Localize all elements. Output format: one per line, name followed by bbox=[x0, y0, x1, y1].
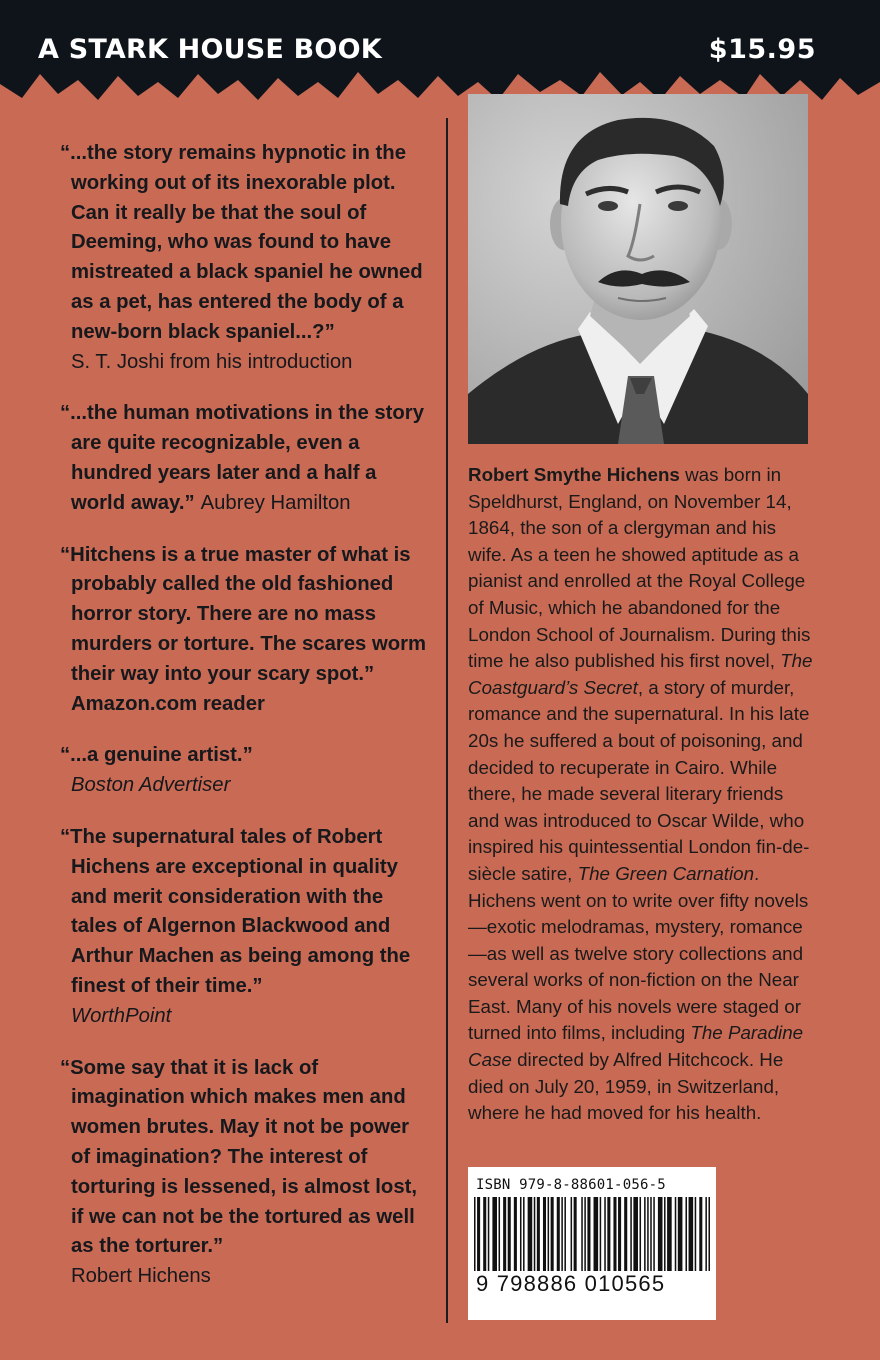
quote-source: S. T. Joshi from his introduction bbox=[71, 350, 353, 373]
barcode-bar bbox=[640, 1197, 642, 1271]
barcode-bar bbox=[695, 1197, 697, 1271]
barcode-bar bbox=[537, 1197, 540, 1271]
barcode-bar bbox=[548, 1197, 550, 1271]
barcode-bar bbox=[630, 1197, 632, 1271]
barcode-bar bbox=[551, 1197, 554, 1271]
quote-block bbox=[60, 399, 432, 518]
bio-text: , a story of murder, romance and the supernatural. In his late 20s he suffered a bout of poisoning, and decided to recuperate in Cairo. While there, he made several literary friends and was introduced to Oscar Wilde, who inspired his quintessential London fin-de-siècle satire, bbox=[468, 676, 810, 884]
barcode-bar bbox=[483, 1197, 486, 1271]
bio-text: was born in Speldhurst, England, on November 14, 1864, the son of a clergyman and his wife. As a teen he showed aptitude as a pianist and enrolled at the Royal College of Music, which he abandoned for the London School of Journalism. During this time he also published his first novel, bbox=[468, 464, 811, 672]
barcode-bar bbox=[613, 1197, 616, 1271]
barcode-bar bbox=[571, 1197, 573, 1271]
author-portrait bbox=[468, 94, 808, 444]
barcode-bar bbox=[508, 1197, 511, 1271]
barcode-bar bbox=[543, 1197, 546, 1271]
barcode-bar bbox=[675, 1197, 677, 1271]
barcode-bar bbox=[664, 1197, 666, 1271]
barcode-bar bbox=[658, 1197, 663, 1271]
barcode-bar bbox=[474, 1197, 476, 1271]
bio-text: . Hichens went on to write over fifty novels—exotic melodramas, mystery, romance—as well as twelve story collections and several works of non-fiction on the Near East. Many of his novels were staged or turned into films, including bbox=[468, 862, 809, 1044]
barcode-bar bbox=[492, 1197, 497, 1271]
isbn-label: ISBN 979-8-88601-056-5 bbox=[476, 1177, 666, 1193]
quote-text: “Some say that it is lack of imagination which makes men and women brutes. May it not be power of imagination? The interest of torturing is lessened, is almost lost, if we can not be the tortured as well as the torturer.” bbox=[60, 1056, 417, 1258]
barcode-bar bbox=[564, 1197, 566, 1271]
barcode-bar bbox=[699, 1197, 702, 1271]
barcode-bar bbox=[653, 1197, 655, 1271]
quote-block bbox=[60, 541, 432, 720]
quote-text: “Hitchens is a true master of what is probably called the old fashioned horror story. There are no mass murders or torture. The scares worm their way into your scary spot.” bbox=[60, 543, 427, 685]
author-bio bbox=[468, 462, 818, 1127]
barcode-panel bbox=[468, 1167, 716, 1320]
barcode-bar bbox=[667, 1197, 672, 1271]
barcode-bar bbox=[514, 1197, 517, 1271]
barcode-bars bbox=[474, 1197, 710, 1271]
barcode-bar bbox=[477, 1197, 480, 1271]
quote-text: “...the story remains hypnotic in the working out of its inexorable plot. Can it really be that the soul of Deeming, who was found to have mistreated a black spaniel he owned as a pet, has entered the body of a new-born black spaniel...?” bbox=[60, 142, 423, 343]
book-title: The Paradine Case bbox=[468, 1022, 804, 1071]
author-portrait-drawing bbox=[468, 94, 808, 444]
barcode-bar bbox=[647, 1197, 649, 1271]
quote-block bbox=[60, 823, 432, 1032]
barcode-bar bbox=[584, 1197, 586, 1271]
barcode-bar bbox=[557, 1197, 560, 1271]
author-name: Robert Smythe Hichens bbox=[468, 464, 680, 485]
quote-source: Amazon.com reader bbox=[71, 692, 265, 715]
quote-source: Aubrey Hamilton bbox=[200, 491, 351, 514]
barcode-bar bbox=[650, 1197, 652, 1271]
barcode-bar bbox=[528, 1197, 533, 1271]
barcode-bar bbox=[685, 1197, 687, 1271]
quote-text bbox=[60, 399, 432, 518]
barcode-bar bbox=[594, 1197, 599, 1271]
column-divider bbox=[446, 118, 448, 1323]
barcode-bar bbox=[708, 1197, 710, 1271]
price-label: $15.95 bbox=[708, 34, 816, 65]
quote-block bbox=[60, 1054, 432, 1292]
barcode-bar bbox=[499, 1197, 501, 1271]
barcode-bar bbox=[574, 1197, 577, 1271]
barcode-bar bbox=[561, 1197, 563, 1271]
barcode-bar bbox=[607, 1197, 610, 1271]
barcode-bar bbox=[581, 1197, 583, 1271]
barcode-bar bbox=[488, 1197, 490, 1271]
barcode-bar bbox=[633, 1197, 638, 1271]
book-title: The Coastguard’s Secret bbox=[468, 650, 813, 698]
barcode-bar bbox=[534, 1197, 536, 1271]
quote-text: “...a genuine artist.” bbox=[60, 744, 253, 767]
barcode-bar bbox=[523, 1197, 525, 1271]
barcode-bar bbox=[604, 1197, 606, 1271]
book-title: The Green Carnation bbox=[577, 862, 755, 884]
quote-block bbox=[60, 139, 432, 377]
barcode-digits: 9 798886 010565 bbox=[476, 1271, 666, 1296]
quote-source: Robert Hichens bbox=[71, 1265, 211, 1288]
quote-text-body: “...the human motivations in the story are quite recognizable, even a hundred years later and a half a world away.” bbox=[60, 402, 424, 514]
barcode-bar bbox=[644, 1197, 646, 1271]
barcode-bar bbox=[689, 1197, 694, 1271]
barcode-bar bbox=[520, 1197, 522, 1271]
barcode-bar bbox=[600, 1197, 602, 1271]
bio-text: directed by Alfred Hitchcock. He died on July 20, 1959, in Switzerland, where he had moved for his health. bbox=[468, 1049, 784, 1124]
barcode-bar bbox=[678, 1197, 683, 1271]
publisher-brand: A STARK HOUSE BOOK bbox=[38, 34, 382, 65]
quote-source: Boston Advertiser bbox=[71, 774, 231, 797]
quote-text: “The supernatural tales of Robert Hichens are exceptional in quality and merit consideration with the tales of Algernon Blackwood and Arthur Machen as being among the finest of their time.” bbox=[60, 825, 411, 997]
quote-block bbox=[60, 741, 432, 801]
barcode-bar bbox=[503, 1197, 506, 1271]
quotes-column bbox=[60, 139, 432, 1314]
barcode-bar bbox=[587, 1197, 590, 1271]
barcode-bar bbox=[705, 1197, 707, 1271]
quote-source: WorthPoint bbox=[71, 1004, 172, 1027]
barcode-bar bbox=[618, 1197, 621, 1271]
barcode-bar bbox=[624, 1197, 627, 1271]
